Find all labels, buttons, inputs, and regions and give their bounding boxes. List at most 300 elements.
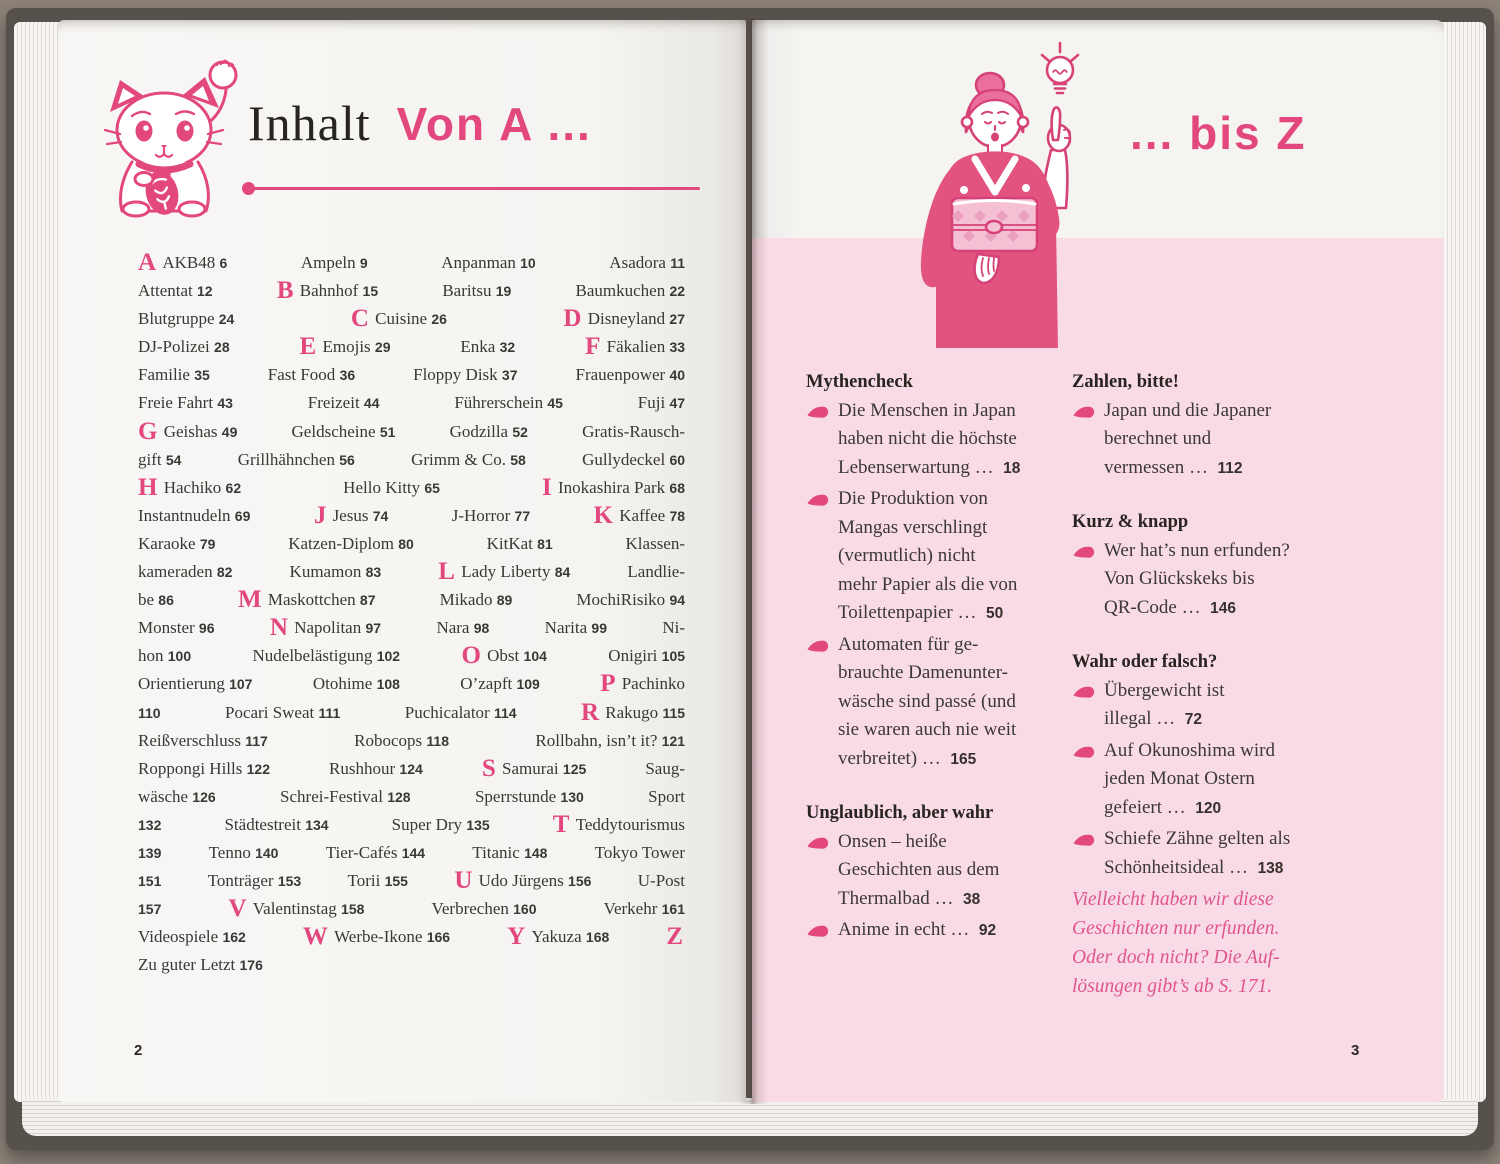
toc-page-number: 50 (985, 605, 1004, 622)
toc-item-text: Die Menschen in Japan haben nicht die höchste Lebenserwartung … 18 (838, 399, 1021, 478)
toc-columns (806, 368, 1382, 1001)
index-entry: Tenno 140 (208, 842, 279, 862)
entry-page-number: 148 (524, 844, 548, 861)
entry-page-number: 108 (376, 676, 400, 693)
index-entry: Zu guter Letzt 176 (138, 955, 263, 975)
toc-item (1072, 825, 1382, 882)
entry-page-number: 168 (585, 929, 610, 946)
index-entry: S Samurai 125 (481, 754, 587, 782)
toc-page-number: 138 (1257, 859, 1284, 877)
index-entry: R Rakugo 115 (580, 698, 686, 726)
drop-bullet-icon (1072, 685, 1095, 699)
index-letter: D (563, 305, 582, 333)
toc-item (806, 828, 1072, 914)
index-entry: Landlie- (627, 562, 686, 582)
index-entry: E Emojis 29 (299, 333, 391, 361)
index-letter: T (552, 810, 570, 838)
index-entry: Godzilla 52 (449, 421, 528, 441)
toc-item-text: Auf Okunoshima wird jeden Monat Ostern gefeiert … 120 (1104, 739, 1275, 818)
index-entry: Baumkuchen 22 (575, 281, 686, 301)
toc-page-number: 165 (950, 750, 977, 768)
entry-page-number: 40 (669, 367, 686, 384)
index-entry: Titanic 148 (472, 842, 548, 862)
kimono-woman-illustration (862, 58, 1132, 348)
entry-page-number: 125 (562, 760, 587, 777)
index-entry: N Napolitan 97 (269, 614, 382, 642)
index-entry: Grillhähnchen 56 (237, 449, 355, 469)
index-entry: Puchicalator 114 (404, 702, 517, 722)
entry-page-number: 156 (568, 873, 592, 890)
title-bis-z: ... bis Z (1130, 107, 1307, 159)
entry-page-number: 87 (359, 592, 376, 609)
index-entry: Karaoke 79 (138, 533, 216, 553)
index-entry: Reißverschluss 117 (138, 730, 268, 750)
entry-page-number: 105 (661, 648, 686, 665)
index-line (138, 389, 685, 417)
index-entry: Otohime 108 (312, 674, 400, 694)
index-letter: H (138, 473, 158, 501)
entry-page-number: 56 (339, 451, 355, 468)
index-line (138, 361, 685, 389)
index-letter: Z (666, 923, 684, 951)
index-entry: Rollbahn, isn’t it? 121 (535, 730, 686, 750)
entry-page-number: 6 (219, 255, 228, 271)
entry-page-number: 155 (384, 873, 408, 890)
index-entry: Tonträger 153 (207, 871, 302, 891)
entry-page-number: 109 (516, 676, 540, 693)
index-entry: Schrei-Festival 128 (280, 786, 411, 806)
index-letter: N (269, 614, 288, 642)
index-entry: Monster 96 (138, 618, 215, 638)
index-entry: Fuji 47 (637, 393, 686, 413)
entry-page-number: 60 (669, 451, 686, 468)
index-entry: Blutgruppe 24 (138, 309, 235, 329)
entry-page-number: 10 (520, 255, 536, 271)
entry-page-number: 86 (158, 592, 174, 609)
index-entry: Videospiele 162 (138, 927, 246, 947)
entry-page-number: 9 (359, 255, 368, 271)
page-number-left: 2 (134, 1042, 143, 1059)
index-line (138, 642, 685, 670)
toc-page-number: 18 (1003, 459, 1021, 477)
entry-page-number: 84 (554, 564, 571, 581)
index-entry (666, 923, 685, 951)
section-heading: Mythencheck (806, 372, 913, 392)
index-line (138, 474, 685, 502)
toc-item (806, 916, 1072, 945)
entry-page-number: 140 (255, 844, 279, 861)
entry-page-number: 69 (234, 507, 251, 524)
toc-item-text: Die Produktion von Mangas verschlingt (vermutlich) nicht mehr Papier als die von Toilettenpapier … 50 (838, 488, 1018, 623)
entry-page-number: 160 (513, 901, 537, 918)
index-entry: Ni- (662, 618, 686, 638)
toc-page-number: 72 (1184, 711, 1202, 728)
toc-item-text: Japan und die Japaner berechnet und vermessen … 112 (1104, 399, 1272, 478)
index-entry: M Maskottchen 87 (237, 586, 376, 614)
entry-page-number: 22 (669, 283, 686, 300)
index-entry: U-Post (637, 871, 685, 891)
entry-page-number: 12 (197, 283, 213, 300)
entry-page-number: 151 (138, 873, 162, 890)
index-line (138, 923, 685, 951)
entry-page-number: 74 (372, 507, 389, 524)
index-line (138, 586, 685, 614)
toc-page-number: 120 (1195, 799, 1222, 817)
index-entry: I Inokashira Park 68 (542, 473, 685, 501)
toc-column-right (1072, 368, 1382, 1001)
entry-page-number: 96 (198, 620, 215, 637)
index-entry: J-Horror 77 (451, 505, 531, 525)
index-entry: Freizeit 44 (307, 393, 380, 413)
section-heading: Wahr oder falsch? (1072, 652, 1218, 672)
entry-page-number: 49 (221, 423, 238, 440)
toc-section (806, 368, 1072, 773)
index-entry (138, 839, 161, 867)
index-line (138, 277, 685, 305)
index-entry: Tier-Cafés 144 (325, 842, 426, 862)
index-entry: Baritsu 19 (442, 281, 512, 301)
entry-page-number: 122 (246, 760, 270, 777)
index-entry: J Jesus 74 (313, 501, 389, 529)
entry-page-number: 104 (523, 648, 547, 665)
index-entry: D Disneyland 27 (563, 305, 685, 333)
index-entry (138, 699, 161, 727)
index-letter: C (350, 305, 369, 333)
index-entry: Mikado 89 (439, 590, 513, 610)
toc-item-text: Anime in echt … 92 (838, 919, 997, 940)
index-line (138, 951, 685, 979)
page-stack-left-edge (14, 22, 60, 1102)
toc-item (1072, 537, 1382, 623)
toc-item (1072, 397, 1382, 483)
index-entry: Verkehr 161 (603, 899, 685, 919)
index-letter: V (228, 895, 247, 923)
index-entry: Führerschein 45 (454, 393, 563, 413)
drop-bullet-icon (1072, 745, 1095, 759)
toc-section (1072, 508, 1382, 622)
index-entry: Asadora 11 (609, 253, 686, 272)
index-line (138, 895, 685, 923)
index-entry: L Lady Liberty 84 (438, 558, 571, 586)
index-entry: Saug- (645, 758, 685, 778)
index-line (138, 530, 685, 558)
index-entry: Y Yakuza 168 (507, 923, 610, 951)
index-line (138, 811, 685, 839)
entry-page-number: 132 (138, 816, 162, 833)
index-entry: kameraden 82 (138, 562, 233, 582)
index-entry: W Werbe-Ikone 166 (302, 923, 451, 951)
index-line (138, 867, 685, 895)
index-entry: Enka 32 (460, 337, 516, 357)
index-entry: Nudelbelästigung 102 (252, 646, 401, 666)
index-entry: gift 54 (138, 449, 182, 469)
page-stack-right-edge (1440, 22, 1486, 1102)
index-line (138, 305, 685, 333)
index-letter: B (276, 277, 294, 305)
index-entry: Klassen- (625, 533, 686, 553)
index-letter: U (454, 867, 473, 895)
toc-column-left (806, 368, 1072, 1001)
drop-bullet-icon (1072, 833, 1095, 847)
index-line (138, 333, 685, 361)
toc-section (1072, 368, 1382, 482)
index-letter: R (580, 698, 600, 726)
index-entry: be 86 (138, 590, 174, 610)
entry-page-number: 78 (669, 507, 686, 524)
toc-item-text: Übergewicht ist illegal … 72 (1104, 679, 1225, 729)
entry-page-number: 62 (225, 479, 242, 496)
index-entry: P Pachinko (600, 670, 685, 698)
index-entry: A AKB48 6 (138, 249, 228, 276)
index-entry: Verbrechen 160 (431, 899, 537, 919)
index-entry: wäsche 126 (138, 786, 216, 806)
entry-page-number: 36 (339, 367, 356, 384)
index-line (138, 839, 685, 867)
index-line (138, 670, 685, 698)
index-entry: B Bahnhof 15 (276, 277, 379, 305)
index-entry: U Udo Jürgens 156 (454, 867, 592, 895)
index-entry: K Kaffee 78 (593, 501, 686, 529)
index-letter: I (542, 473, 552, 501)
entry-page-number: 68 (669, 479, 685, 496)
index-entry: Roppongi Hills 122 (138, 758, 270, 778)
entry-page-number: 26 (431, 311, 447, 328)
index-letter: K (593, 501, 613, 529)
index-entry: Gratis-Rausch- (582, 421, 686, 441)
index-entry: Geldscheine 51 (291, 421, 396, 441)
index-letter: A (138, 249, 157, 276)
entry-page-number: 110 (138, 704, 161, 721)
title-underline (244, 187, 700, 190)
index (138, 249, 685, 979)
index-entry: Instantnudeln 69 (138, 505, 251, 525)
left-page (58, 20, 746, 1102)
entry-page-number: 35 (194, 367, 210, 384)
index-entry: Floppy Disk 37 (413, 365, 518, 385)
index-line (138, 558, 685, 586)
entry-page-number: 126 (192, 788, 216, 805)
entry-page-number: 157 (138, 901, 162, 918)
index-entry: Anpanman 10 (441, 253, 536, 272)
entry-page-number: 79 (199, 535, 216, 552)
entry-page-number: 11 (670, 255, 686, 271)
index-entry: Tokyo Tower (594, 842, 685, 862)
entry-page-number: 45 (547, 395, 563, 412)
index-entry: Hello Kitty 65 (343, 477, 440, 497)
index-entry: Nara 98 (436, 618, 490, 638)
index-letter: E (299, 333, 317, 361)
index-letter: J (313, 501, 327, 529)
index-entry: Rushhour 124 (329, 758, 423, 778)
entry-page-number: 65 (424, 479, 440, 496)
index-entry: Katzen-Diplom 80 (288, 533, 414, 553)
index-letter: L (438, 558, 455, 586)
index-entry: Onigiri 105 (608, 646, 686, 666)
index-line (138, 502, 685, 530)
entry-page-number: 29 (374, 339, 391, 356)
index-line (138, 614, 685, 642)
index-entry: Ampeln 9 (300, 253, 368, 272)
index-letter: Y (507, 923, 526, 951)
entry-page-number: 98 (473, 620, 490, 637)
index-entry: hon 100 (138, 646, 192, 666)
entry-page-number: 89 (496, 592, 513, 609)
entry-page-number: 176 (239, 957, 263, 974)
toc-item-text: Automaten für ge- brauchte Damenunter- wäsche sind passé (und sie waren auch nie weit verbreitet) … 165 (838, 633, 1017, 769)
index-entry: Frauenpower 40 (575, 365, 686, 385)
index-entry (138, 867, 161, 895)
index-entry: Torii 155 (347, 871, 408, 891)
entry-page-number: 58 (510, 451, 526, 468)
entry-page-number: 94 (669, 592, 686, 609)
title-inhalt: Inhalt (248, 95, 371, 151)
title-von-a: Von A ... (396, 98, 592, 150)
index-line (138, 418, 685, 446)
index-letter: M (237, 586, 262, 614)
entry-page-number: 99 (591, 620, 607, 637)
entry-page-number: 115 (662, 704, 686, 721)
toc-item (1072, 737, 1382, 823)
toc-section (806, 799, 1072, 945)
entry-page-number: 82 (216, 564, 233, 581)
index-line (138, 727, 685, 755)
entry-page-number: 166 (426, 929, 451, 946)
left-page-title (248, 94, 592, 152)
drop-bullet-icon (806, 405, 829, 419)
entry-page-number: 139 (138, 844, 162, 861)
drop-bullet-icon (1072, 405, 1095, 419)
index-entry: O’zapft 109 (460, 674, 540, 694)
entry-page-number: 37 (501, 367, 518, 384)
index-letter: G (138, 417, 158, 445)
entry-page-number: 27 (669, 311, 685, 328)
entry-page-number: 153 (277, 873, 302, 890)
entry-page-number: 158 (341, 901, 365, 918)
maneki-neko-cat-icon (92, 50, 242, 220)
entry-page-number: 54 (165, 451, 182, 468)
index-entry: O Obst 104 (461, 642, 547, 670)
entry-page-number: 32 (499, 339, 516, 356)
index-letter: S (481, 754, 496, 782)
entry-page-number: 43 (217, 395, 233, 412)
entry-page-number: 135 (466, 816, 490, 833)
entry-page-number: 15 (362, 283, 379, 300)
entry-page-number: 81 (537, 535, 553, 552)
entry-page-number: 118 (426, 732, 450, 749)
entry-page-number: 33 (669, 339, 686, 356)
entry-page-number: 44 (363, 395, 380, 412)
entry-page-number: 24 (218, 311, 235, 328)
page-number-right: 3 (1351, 1042, 1360, 1059)
index-entry: G Geishas 49 (138, 417, 238, 445)
drop-bullet-icon (806, 493, 829, 507)
index-entry: Narita 99 (544, 618, 607, 638)
drop-bullet-icon (806, 836, 829, 850)
toc-page-number: 112 (1217, 459, 1243, 477)
section-heading: Zahlen, bitte! (1072, 372, 1179, 392)
entry-page-number: 134 (305, 816, 329, 833)
index-line (138, 249, 685, 277)
index-entry: F Fäkalien 33 (585, 333, 686, 361)
toc-section (1072, 648, 1382, 882)
entry-page-number: 114 (493, 704, 517, 721)
toc-item-text: Wer hat’s nun erfunden? Von Glückskeks bis QR-Code … 146 (1104, 539, 1290, 618)
entry-page-number: 121 (661, 732, 686, 749)
index-entry: H Hachiko 62 (138, 473, 242, 501)
entry-page-number: 77 (514, 507, 531, 524)
index-letter: W (302, 923, 328, 951)
entry-page-number: 161 (661, 901, 685, 918)
index-entry: T Teddytourismus (552, 810, 685, 838)
toc-item (806, 485, 1072, 628)
entry-page-number: 144 (401, 844, 426, 861)
toc-page-number: 38 (963, 890, 981, 908)
toc-item (806, 631, 1072, 774)
entry-page-number: 51 (379, 423, 396, 440)
index-line (138, 699, 685, 727)
entry-page-number: 19 (495, 283, 512, 300)
index-entry: Sport (648, 786, 686, 806)
index-line (138, 783, 685, 811)
entry-page-number: 52 (512, 423, 528, 440)
toc-item (806, 397, 1072, 483)
index-entry: MochiRisiko 94 (576, 590, 686, 610)
toc-page-number: 92 (978, 922, 997, 939)
toc-item-text: Schiefe Zähne gelten als Schönheitsideal … 138 (1104, 828, 1291, 878)
index-entry: Familie 35 (138, 365, 210, 385)
entry-page-number: 28 (214, 339, 230, 356)
section-heading: Kurz & knapp (1072, 512, 1189, 532)
entry-page-number: 83 (365, 564, 382, 581)
index-entry (138, 895, 161, 923)
index-line (138, 446, 685, 474)
page-stack-bottom-edge (22, 1098, 1478, 1136)
toc-page-number: 146 (1210, 599, 1236, 617)
entry-page-number: 102 (376, 648, 401, 665)
entry-page-number: 80 (398, 535, 414, 552)
toc-item (1072, 677, 1382, 734)
index-entry: Orientierung 107 (138, 674, 253, 694)
index-entry: Attentat 12 (138, 281, 213, 301)
index-entry: Pocari Sweat 111 (225, 702, 341, 722)
index-entry: Grimm & Co. 58 (411, 449, 526, 469)
index-entry: Städtestreit 134 (224, 814, 329, 834)
entry-page-number: 100 (167, 648, 192, 665)
index-entry: Super Dry 135 (391, 814, 490, 834)
index-entry: Sperrstunde 130 (474, 786, 584, 806)
index-line (138, 755, 685, 783)
index-entry: DJ-Polizei 28 (138, 337, 230, 357)
section-heading: Unglaublich, aber wahr (806, 803, 994, 823)
entry-page-number: 128 (387, 788, 411, 805)
index-entry: C Cuisine 26 (350, 305, 447, 333)
drop-bullet-icon (1072, 545, 1095, 559)
index-entry (138, 811, 161, 839)
index-entry: V Valentinstag 158 (228, 895, 365, 923)
entry-page-number: 47 (669, 395, 686, 412)
drop-bullet-icon (806, 924, 829, 938)
index-entry: Freie Fahrt 43 (138, 393, 233, 413)
entry-page-number: 111 (318, 704, 341, 721)
entry-page-number: 124 (399, 760, 423, 777)
index-entry: Robocops 118 (354, 730, 450, 750)
entry-page-number: 117 (245, 732, 268, 749)
index-letter: P (600, 670, 616, 698)
toc-item-text: Onsen – heiße Geschichten aus dem Thermalbad … 38 (838, 830, 1000, 909)
right-page (752, 20, 1444, 1102)
entry-page-number: 130 (560, 788, 584, 805)
toc-note: Vielleicht haben wir diese Geschichten nur erfunden. Oder doch nicht? Die Auf- lösungen gibt’s ab S. 171. (1072, 889, 1280, 997)
